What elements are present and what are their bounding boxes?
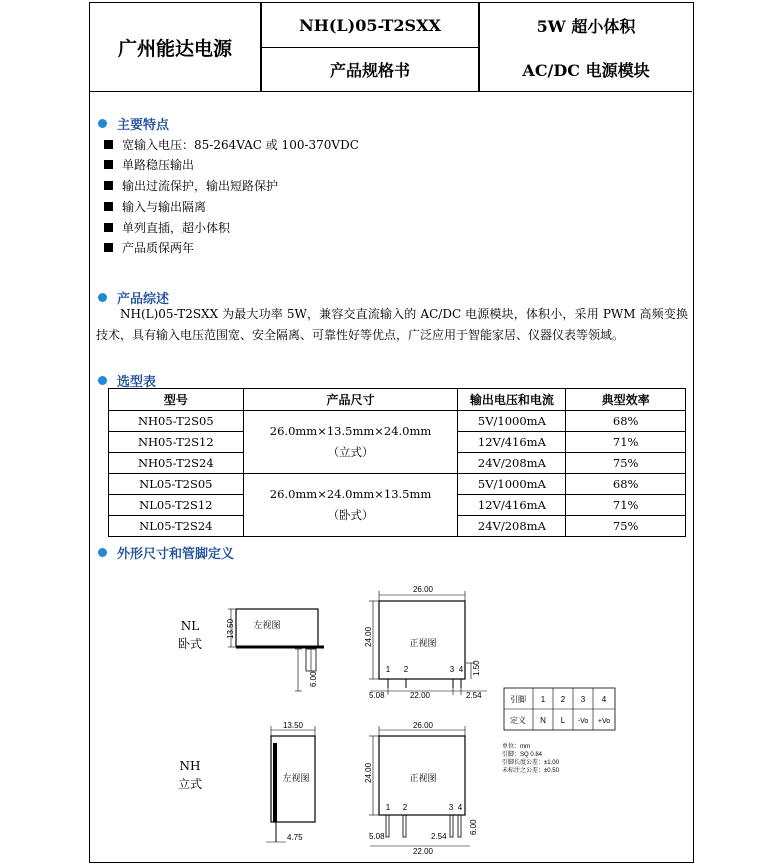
doc-type: 产品规格书 <box>329 61 410 80</box>
bullet-dot-icon <box>98 293 107 302</box>
dimensions-heading: 外形尺寸和管脚定义 <box>98 543 234 562</box>
selection-heading: 选型表 <box>98 371 156 390</box>
features-heading: 主要特点 <box>98 114 169 133</box>
def-cell: N <box>540 716 546 725</box>
size-cell: 26.0mm×13.5mm×24.0mm （立式） <box>243 411 458 474</box>
pin-num-4: 4 <box>458 665 464 674</box>
nh-side-view <box>266 721 315 842</box>
nh-pin-dim: 4.75 <box>287 833 303 842</box>
pin-num-2: 2 <box>403 665 409 674</box>
nl-pin-dim: 6.00 <box>309 671 318 687</box>
nh-label: NH 立式 <box>177 759 202 791</box>
feature-item: 单列直插，超小体积 <box>104 219 230 236</box>
pin-num-1: 1 <box>385 803 391 812</box>
nl-pitch-dim: 2.54 <box>466 691 482 700</box>
dimension-drawing <box>90 563 692 863</box>
pin-num-3: 3 <box>448 803 454 812</box>
nl-label: NL 卧式 <box>177 619 202 651</box>
note-line: 引脚长度公差：±1.00 <box>502 760 559 766</box>
nh-left-offset-dim: 5.08 <box>369 832 385 841</box>
nh-pin-length-dim: 6.00 <box>469 819 478 835</box>
table-header-row <box>109 389 686 411</box>
square-bullet-icon <box>104 181 113 190</box>
efficiency-cell: 75% <box>566 516 686 537</box>
pin-row-label: 引脚 <box>510 695 526 704</box>
col-header-output: 输出电压和电流 <box>458 389 566 411</box>
note-line: 单位：mm <box>502 744 530 750</box>
dimension-notes <box>502 742 560 774</box>
nl-front-view <box>364 585 487 700</box>
output-cell: 24V/208mA <box>458 516 566 537</box>
feature-item: 产品质保两年 <box>104 239 194 256</box>
col-header-efficiency: 典型效率 <box>566 389 686 411</box>
note-line: 引脚：SQ 0.84 <box>502 752 543 758</box>
product-line-1: 5W 超小体积 <box>536 16 636 36</box>
table-row <box>109 411 686 432</box>
square-bullet-icon <box>104 202 113 211</box>
def-cell: L <box>560 716 566 725</box>
size-cell: 26.0mm×24.0mm×13.5mm （卧式） <box>243 474 458 537</box>
model-cell: NL05-T2S12 <box>109 495 244 516</box>
nh-front-view <box>364 721 478 856</box>
efficiency-cell: 75% <box>566 453 686 474</box>
efficiency-cell: 71% <box>566 432 686 453</box>
bullet-dot-icon <box>98 119 107 128</box>
nh-span-dim: 22.00 <box>412 847 434 856</box>
model-cell: NL05-T2S24 <box>109 516 244 537</box>
pin-cell: 2 <box>560 695 566 704</box>
pin-cell: 3 <box>580 695 586 704</box>
selection-table <box>108 388 686 537</box>
pin-num-1: 1 <box>385 665 391 674</box>
nl-side-view-label: 左视图 <box>253 620 281 630</box>
output-cell: 5V/1000mA <box>458 411 566 432</box>
square-bullet-icon <box>104 223 113 232</box>
pin-num-4: 4 <box>457 803 463 812</box>
pin-num-3: 3 <box>449 665 455 674</box>
product-line-2: AC/DC 电源模块 <box>522 61 650 80</box>
efficiency-cell: 68% <box>566 474 686 495</box>
nh-pitch-dim: 2.54 <box>431 832 447 841</box>
model-title: NH(L)05-T2SXX <box>299 15 441 35</box>
nl-side-view <box>226 609 324 691</box>
overview-text: NH(L)05-T2SXX 为最大功率 5W，兼容交直流输入的 AC/DC 电源模块，体积小，采用 PWM 高频变换技术，具有输入电压范围宽、安全隔离、可靠性好等优点，广泛应用于智能家居、仪器仪表等领域。 <box>96 307 688 342</box>
output-cell: 5V/1000mA <box>458 474 566 495</box>
note-line: 未标注之公差：±0.50 <box>502 768 559 774</box>
nl-height-dim: 13.50 <box>226 618 235 639</box>
output-cell: 12V/416mA <box>458 495 566 516</box>
col-header-model: 型号 <box>109 389 244 411</box>
output-cell: 24V/208mA <box>458 453 566 474</box>
nl-left-offset-dim: 5.08 <box>369 691 385 700</box>
nl-front-view-label: 正视图 <box>409 638 437 648</box>
square-bullet-icon <box>104 140 113 149</box>
def-cell: -Vo <box>577 718 589 725</box>
feature-item: 输入与输出隔离 <box>104 198 206 215</box>
def-row-label: 定义 <box>510 716 526 725</box>
feature-item: 单路稳压输出 <box>104 156 194 173</box>
pin-num-2: 2 <box>402 803 408 812</box>
bullet-dot-icon <box>98 376 107 385</box>
feature-item: 宽输入电压：85-264VAC 或 100-370VDC <box>104 136 359 153</box>
table-row <box>109 474 686 495</box>
nh-front-view-label: 正视图 <box>409 773 437 783</box>
nh-thickness-dim: 13.50 <box>282 721 304 730</box>
document-header <box>90 3 692 92</box>
def-cell: +Vo <box>597 718 611 725</box>
company-name: 广州能达电源 <box>117 37 232 60</box>
square-bullet-icon <box>104 243 113 252</box>
model-cell: NH05-T2S24 <box>109 453 244 474</box>
col-header-size: 产品尺寸 <box>243 389 458 411</box>
pin-definition-table <box>504 688 615 730</box>
nh-side-view-label: 左视图 <box>282 773 310 783</box>
pin-cell: 4 <box>601 695 607 704</box>
output-cell: 12V/416mA <box>458 432 566 453</box>
overview-heading: 产品综述 <box>98 288 169 307</box>
square-bullet-icon <box>104 160 113 169</box>
feature-item: 输出过流保护，输出短路保护 <box>104 177 278 194</box>
bullet-dot-icon <box>98 548 107 557</box>
model-cell: NL05-T2S05 <box>109 474 244 495</box>
model-cell: NH05-T2S12 <box>109 432 244 453</box>
nl-width-dim: 26.00 <box>412 585 434 594</box>
nl-depth-dim: 24.00 <box>364 626 373 647</box>
nh-width-dim: 26.00 <box>412 721 434 730</box>
page-frame <box>89 2 694 863</box>
nl-span-dim: 22.00 <box>409 691 431 700</box>
efficiency-cell: 68% <box>566 411 686 432</box>
pin-cell: 1 <box>540 695 546 704</box>
efficiency-cell: 71% <box>566 495 686 516</box>
nl-pin-offset-dim: 1.50 <box>472 660 481 676</box>
nh-height-dim: 24.00 <box>364 762 373 783</box>
model-cell: NH05-T2S05 <box>109 411 244 432</box>
